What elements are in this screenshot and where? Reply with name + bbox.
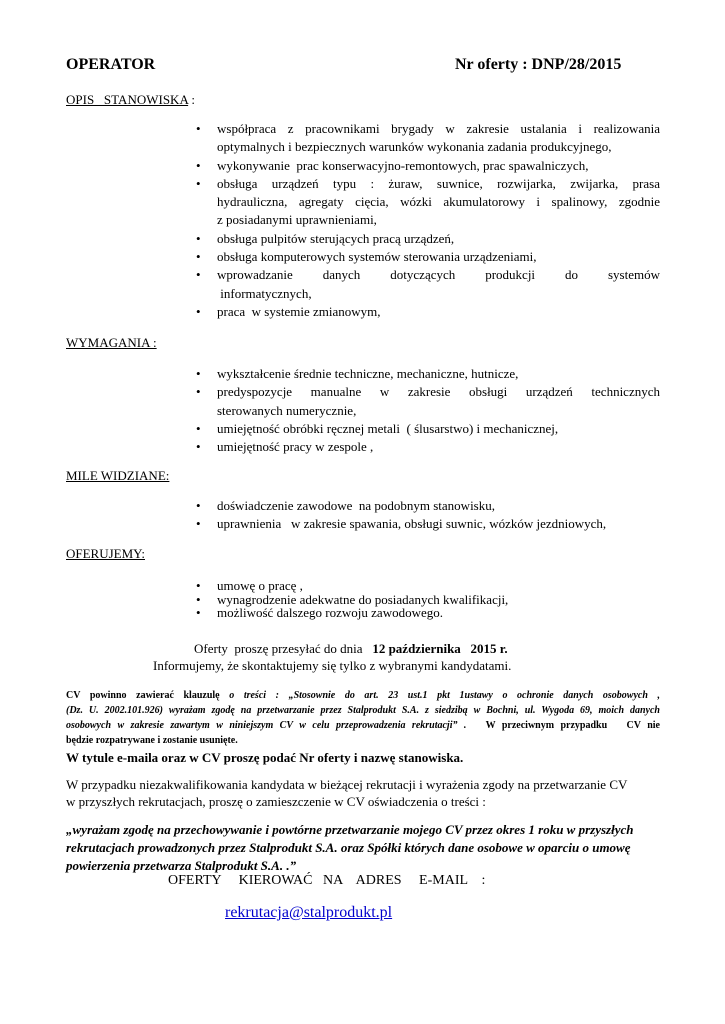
list-item: • praca w systemie zmianowym, [196,303,660,321]
list-item: • doświadczenie zawodowe na podobnym stanowisku, [196,497,660,515]
section-offer-label: OFERUJEMY: [66,546,145,561]
list-item: • wprowadzanie danych dotyczących produkcji do systemów informatycznych, [196,266,660,303]
list-item: • umiejętność pracy w zespole , [196,438,660,456]
list-item: • wynagrodzenie adekwatne do posiadanych kwalifikacji, [196,593,660,607]
future-recruitment-line-1: W przypadku niezakwalifikowania kandydata w bieżącej rekrutacji i wyrażenia zgody na przetwarzanie CV [66,777,628,792]
list-item: • predyspozycje manualne w zakresie obsługi urządzeń technicznych sterowanych numerycznie, [196,383,660,420]
future-recruitment-line-2: w przyszłych rekrutacjach, proszę o zamieszczenie w CV oświadczenia o treści : [66,794,486,809]
offer-list [196,579,660,620]
offer-number: Nr oferty : DNP/28/2015 [455,56,622,73]
deadline-date: 12 października 2015 r. [372,641,508,656]
description-list [196,120,660,321]
list-item: • umowę o pracę , [196,579,660,593]
section-description-label: OPIS STANOWISKA [66,92,189,107]
email-subject-note: W tytule e-maila oraz w CV proszę podać Nr oferty i nazwę stanowiska. [66,750,464,765]
list-item: • obsługa urządzeń typu : żuraw, suwnice, rozwijarka, zwijarka, prasa hydrauliczna, agregaty cięcia, wózki akumulatorowy i spalinowy, zgodnie z posiadanymi uprawnieniami, [196,175,660,230]
deadline-line: Oferty proszę przesyłać do dnia 12 października 2015 r. [194,641,508,656]
contact-note: Informujemy, że skontaktujemy się tylko z wybranymi kandydatami. [153,658,512,673]
list-item: • uprawnienia w zakresie spawania, obsługi suwnic, wózków jezdniowych, [196,515,660,533]
list-item: • współpraca z pracownikami brygady w zakresie ustalania i realizowania optymalnych i bezpiecznych warunków wykonania zadania produkcyjnego, [196,120,660,157]
contact-label: OFERTY KIEROWAĆ NA ADRES E-MAIL : [168,873,486,888]
list-item: • obsługa komputerowych systemów sterowania urządzeniami, [196,248,660,266]
list-item: • wykształcenie średnie techniczne, mechaniczne, hutnicze, [196,365,660,383]
email-link[interactable]: rekrutacja@stalprodukt.pl [225,904,393,921]
section-nice-to-have-label: MILE WIDZIANE: [66,468,170,483]
section-requirements-label: WYMAGANIA : [66,335,157,350]
nice-to-have-list [196,497,660,534]
list-item: • możliwość dalszego rozwoju zawodowego. [196,606,660,620]
cv-clause: CV powinno zawierać klauzulę o treści : „Stosownie do art. 23 ust.1 pkt 1ustawy o ochronie danych osobowych , (Dz. U. 2002.101.926) wyrażam zgodę na przetwarzanie przez Stalprodukt S.A. z siedzibą w Bochni, ul. Wygoda 69, moich danych osobowych w zakresie zawartym w niniejszym CV w celu przeprowadzenia rekrutacji” . W przeciwnym przypadku CV nie będzie rozpatrywane i zostanie usunięte. [66,690,661,746]
section-description-heading: OPIS STANOWISKA : [66,92,195,107]
list-item: • obsługa pulpitów sterujących pracą urządzeń, [196,230,660,248]
requirements-list [196,365,660,456]
job-title: OPERATOR [66,56,156,73]
consent-statement: „wyrażam zgodę na przechowywanie i powtórne przetwarzanie mojego CV przez okres 1 roku w przyszłych rekrutacjach prowadzonych przez Stalprodukt S.A. oraz Spółki których dane osobowe w oparciu o umowę powierzenia przetwarza Stalprodukt S.A. .” [66,822,634,873]
list-item: • umiejętność obróbki ręcznej metali ( ślusarstwo) i mechanicznej, [196,420,660,438]
list-item: • wykonywanie prac konserwacyjno-remontowych, prac spawalniczych, [196,157,660,175]
